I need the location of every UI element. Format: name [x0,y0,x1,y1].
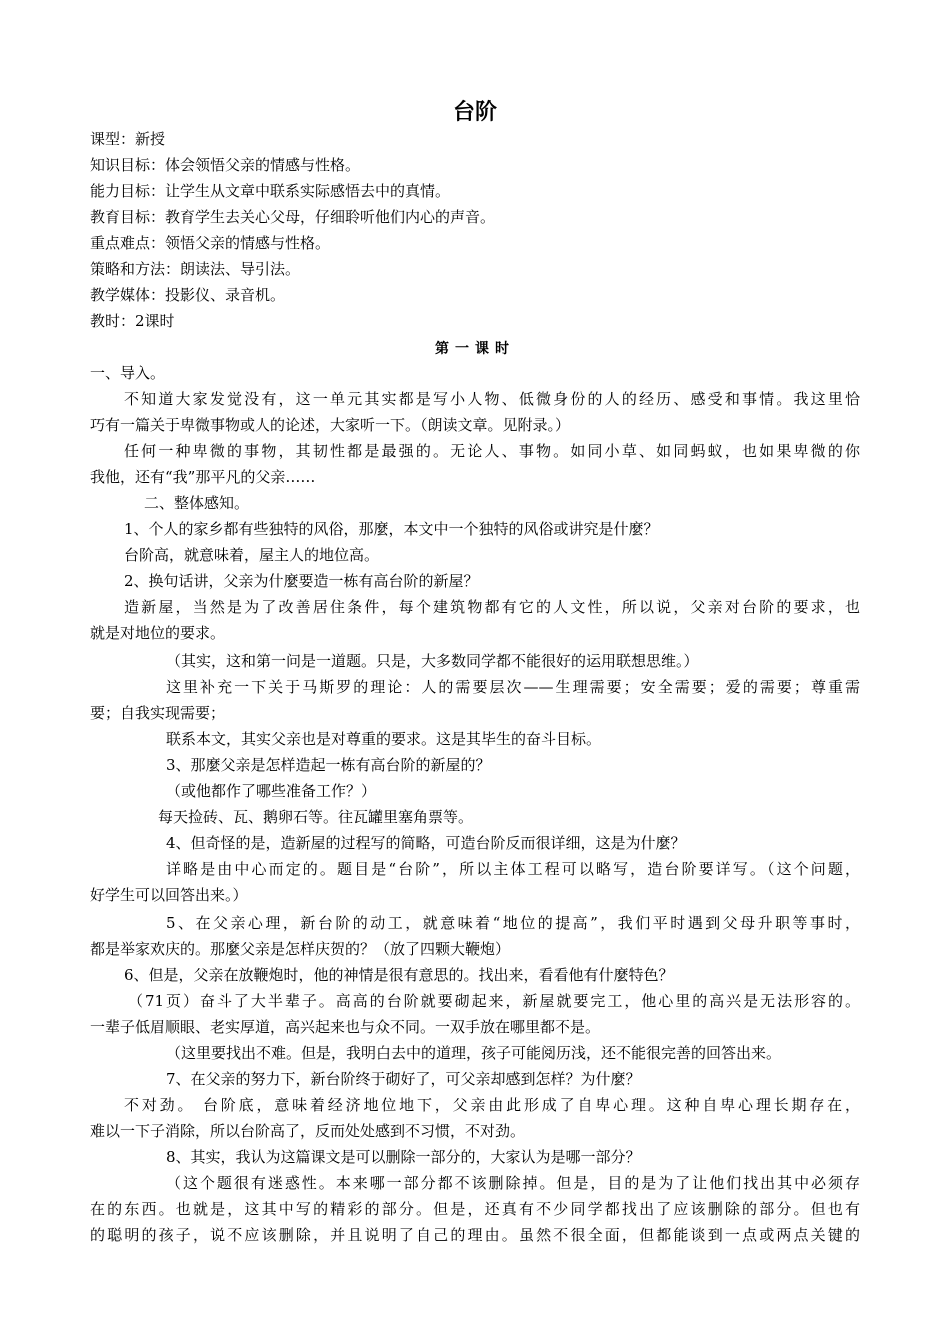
paragraph-line: 二、整体感知。 [144,494,250,512]
meta-education-goal: 教育目标：教育学生去关心父母，仔细聆听他们内心的声音。 [90,208,496,226]
meta-knowledge-goal: 知识目标：体会领悟父亲的情感与性格。 [90,156,361,174]
paragraph-line: 5、在父亲心理，新台阶的动工，就意味着“地位的提高”，我们平时遇到父母升职等事时， [166,914,860,932]
paragraph-line: 的聪明的孩子，说不应该删除，并且说明了自己的理由。虽然不很全面，但都能谈到一点或两点关键的 [90,1226,860,1244]
meta-ability-goal: 能力目标：让学生从文章中联系实际感悟去中的真情。 [90,182,451,200]
paragraph-line: 详略是由中心而定的。题目是“台阶”，所以主体工程可以略写，造台阶要详写。（这个问题， [166,860,860,878]
paragraph-line: 就是对地位的要求。 [90,624,226,642]
paragraph-line: 6、但是，父亲在放鞭炮时，他的神情是很有意思的。找出来，看看他有什麼特色？ [124,966,674,984]
paragraph-line: 巧有一篇关于卑微事物或人的论述，大家听一下。（朗读文章。见附录。） [90,416,571,434]
paragraph-line: 这里补充一下关于马斯罗的理论：人的需要层次——生理需要；安全需要；爱的需要；尊重需 [166,678,860,696]
paragraph-line: 难以一下子消除，所以台阶高了，反而处处感到不习惯，不对劲。 [90,1122,526,1140]
paragraph-line: 一、导入。 [90,364,166,382]
paragraph-line: 任何一种卑微的事物，其韧性都是最强的。无论人、事物。如同小草、如同蚂蚁，也如果卑微的你 [124,442,860,460]
meta-hours: 教时：2课时 [90,312,175,330]
paragraph-line: 要；自我实现需要； [90,704,226,722]
meta-key-points: 重点难点：领悟父亲的情感与性格。 [90,234,331,252]
paragraph-line: （这里要找出不难。但是，我明白去中的道理，孩子可能阅历浅，还不能很完善的回答出来。 [166,1044,782,1062]
paragraph-line: 3、那麼父亲是怎样造起一栋有高台阶的新屋的？ [166,756,491,774]
paragraph-line: 1、个人的家乡都有些独特的风俗，那麼，本文中一个独特的风俗或讲究是什麼？ [124,520,659,538]
paragraph-line: 不知道大家发觉没有，这一单元其实都是写小人物、低微身份的人的经历、感受和事情。我这里恰 [124,390,860,408]
paragraph-line: 7、在父亲的努力下，新台阶终于砌好了，可父亲却感到怎样？为什麼？ [166,1070,641,1088]
paragraph-line: 我他，还有“我”那平凡的父亲…… [90,468,316,486]
meta-media: 教学媒体：投影仪、录音机。 [90,286,286,304]
paragraph-line: （或他都作了哪些准备工作？） [166,782,377,800]
paragraph-line: 2、换句话讲，父亲为什麼要造一栋有高台阶的新屋？ [124,572,479,590]
paragraph-line: 联系本文，其实父亲也是对尊重的要求。这是其毕生的奋斗目标。 [166,730,602,748]
paragraph-line: 造新屋，当然是为了改善居住条件，每个建筑物都有它的人文性，所以说，父亲对台阶的要求，也 [124,598,860,616]
paragraph-line: 4、但奇怪的是，造新屋的过程写的简略，可造台阶反而很详细，这是为什麼？ [166,834,686,852]
paragraph-line: 每天捡砖、瓦、鹅卵石等。往瓦罐里塞角票等。 [158,808,474,826]
paragraph-line: 一辈子低眉顺眼、老实厚道，高兴起来也与众不同。一双手放在哪里都不是。 [90,1018,601,1036]
meta-methods: 策略和方法：朗读法、导引法。 [90,260,301,278]
document-title: 台阶 [452,100,497,125]
paragraph-line: （71页）奋斗了大半辈子。高高的台阶就要砌起来，新屋就要完工，他心里的高兴是无法形容的。 [128,992,860,1010]
section-heading: 第一课时 [435,341,515,357]
paragraph-line: （其实，这和第一问是一道题。只是，大多数同学都不能很好的运用联想思维。） [166,652,699,670]
paragraph-line: 都是举家欢庆的。那麼父亲是怎样庆贺的？（放了四颗大鞭炮） [90,940,511,958]
meta-lesson-type: 课型：新授 [90,130,166,148]
paragraph-line: 8、其实，我认为这篇课文是可以删除一部分的，大家认为是哪一部分？ [166,1148,641,1166]
paragraph-line: 台阶高，就意味着，屋主人的地位高。 [124,546,380,564]
paragraph-line: 在的东西。也就是，这其中写的精彩的部分。但是，还真有不少同学都找出了应该删除的部分。但也有 [90,1200,860,1218]
paragraph-line: 不对劲。 台阶底，意味着经济地位地下，父亲由此形成了自卑心理。这种自卑心理长期存在， [124,1096,860,1114]
paragraph-line: 好学生可以回答出来。） [90,886,248,904]
paragraph-line: （这个题很有迷惑性。本来哪一部分都不该删除掉。但是，目的是为了让他们找出其中必须存 [166,1174,860,1192]
